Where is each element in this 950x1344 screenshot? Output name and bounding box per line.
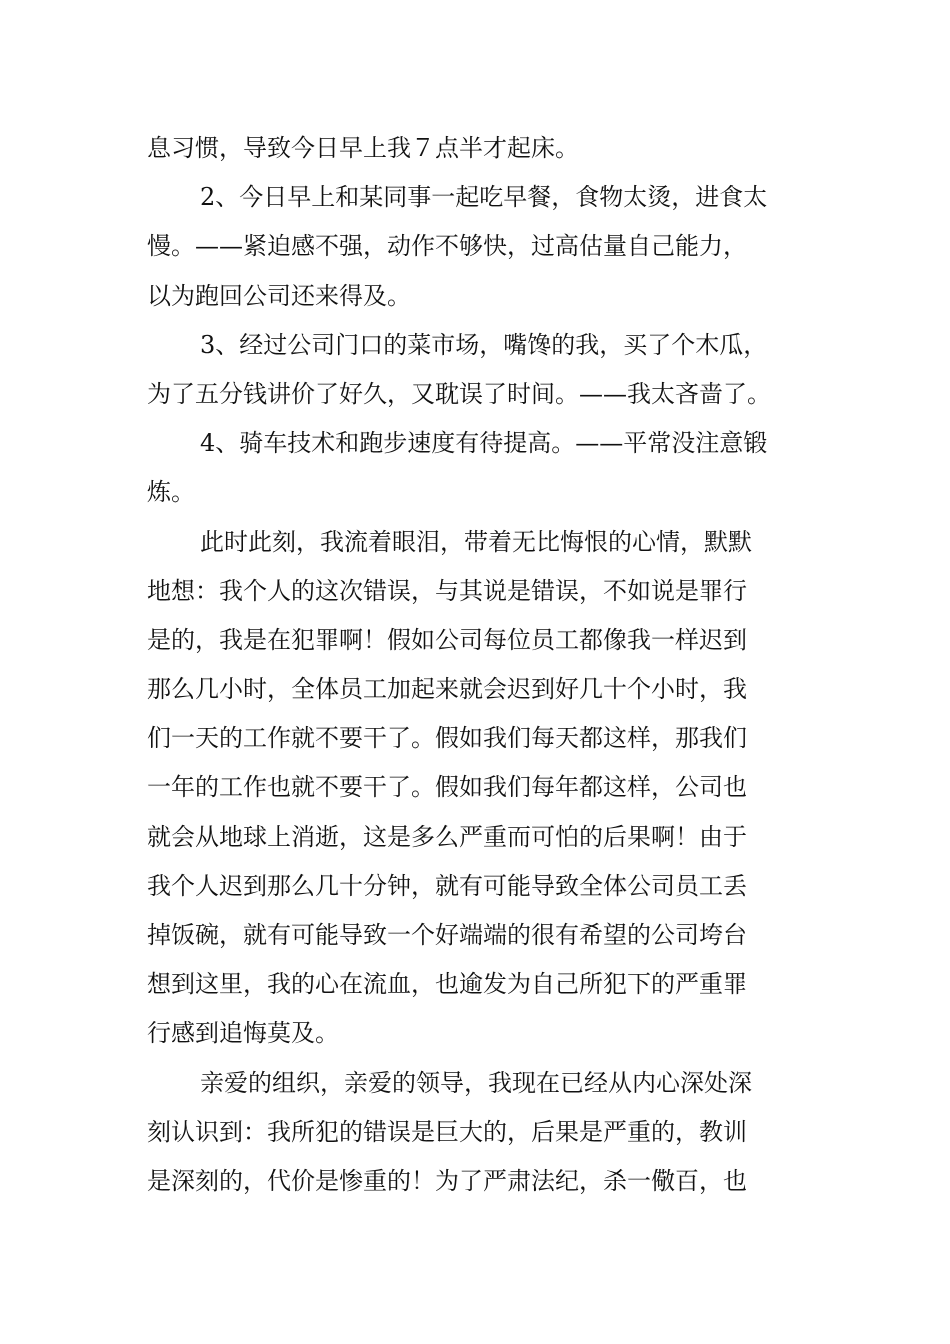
text-line: 为了五分钱讲价了好久，又耽误了时间。——我太吝啬了。 [147, 379, 771, 408]
text-line: 就会从地球上消逝，这是多么严重而可怕的后果啊！由于 [147, 822, 747, 851]
text-line: 地想：我个人的这次错误，与其说是错误，不如说是罪行 [147, 576, 747, 605]
text-line: 们一天的工作就不要干了。假如我们每天都这样，那我们 [147, 724, 747, 753]
text-line: 掉饭碗，就有可能导致一个好端端的很有希望的公司垮台 [147, 921, 747, 949]
text-line: 刻认识到：我所犯的错误是巨大的，后果是严重的，教训 [147, 1117, 747, 1146]
text-line: 3、经过公司门口的菜市场，嘴馋的我，买了个木瓜， [200, 330, 768, 359]
text-line: 那么几小时，全体员工加起来就会迟到好几十个小时，我 [147, 675, 747, 704]
document-body [147, 124, 807, 1206]
text-line: 4、骑车技术和跑步速度有待提高。——平常没注意锻 [200, 429, 768, 458]
text-line: 想到这里，我的心在流血，也逾发为自己所犯下的严重罪 [147, 970, 747, 999]
text-line: 是的，我是在犯罪啊！假如公司每位员工都像我一样迟到 [147, 625, 747, 654]
text-line: 我个人迟到那么几十分钟，就有可能导致全体公司员工丢 [147, 871, 747, 900]
text-line: 炼。 [147, 478, 195, 507]
text-line: 2、今日早上和某同事一起吃早餐，食物太烫，进食太 [200, 183, 768, 212]
text-line: 息习惯，导致今日早上我７点半才起床。 [147, 134, 579, 162]
text-line: 此时此刻，我流着眼泪，带着无比悔恨的心情，默默 [200, 527, 752, 556]
text-line: 行感到追悔莫及。 [147, 1019, 339, 1048]
text-line: 亲爱的组织，亲爱的领导，我现在已经从内心深处深 [200, 1068, 752, 1097]
text-line: 以为跑回公司还来得及。 [147, 281, 411, 310]
text-line: 一年的工作也就不要干了。假如我们每年都这样，公司也 [147, 773, 747, 802]
text-line: 是深刻的，代价是惨重的！为了严肃法纪，杀一儆百，也 [147, 1166, 747, 1195]
text-line: 慢。——紧迫感不强，动作不够快，过高估量自己能力， [147, 232, 747, 261]
